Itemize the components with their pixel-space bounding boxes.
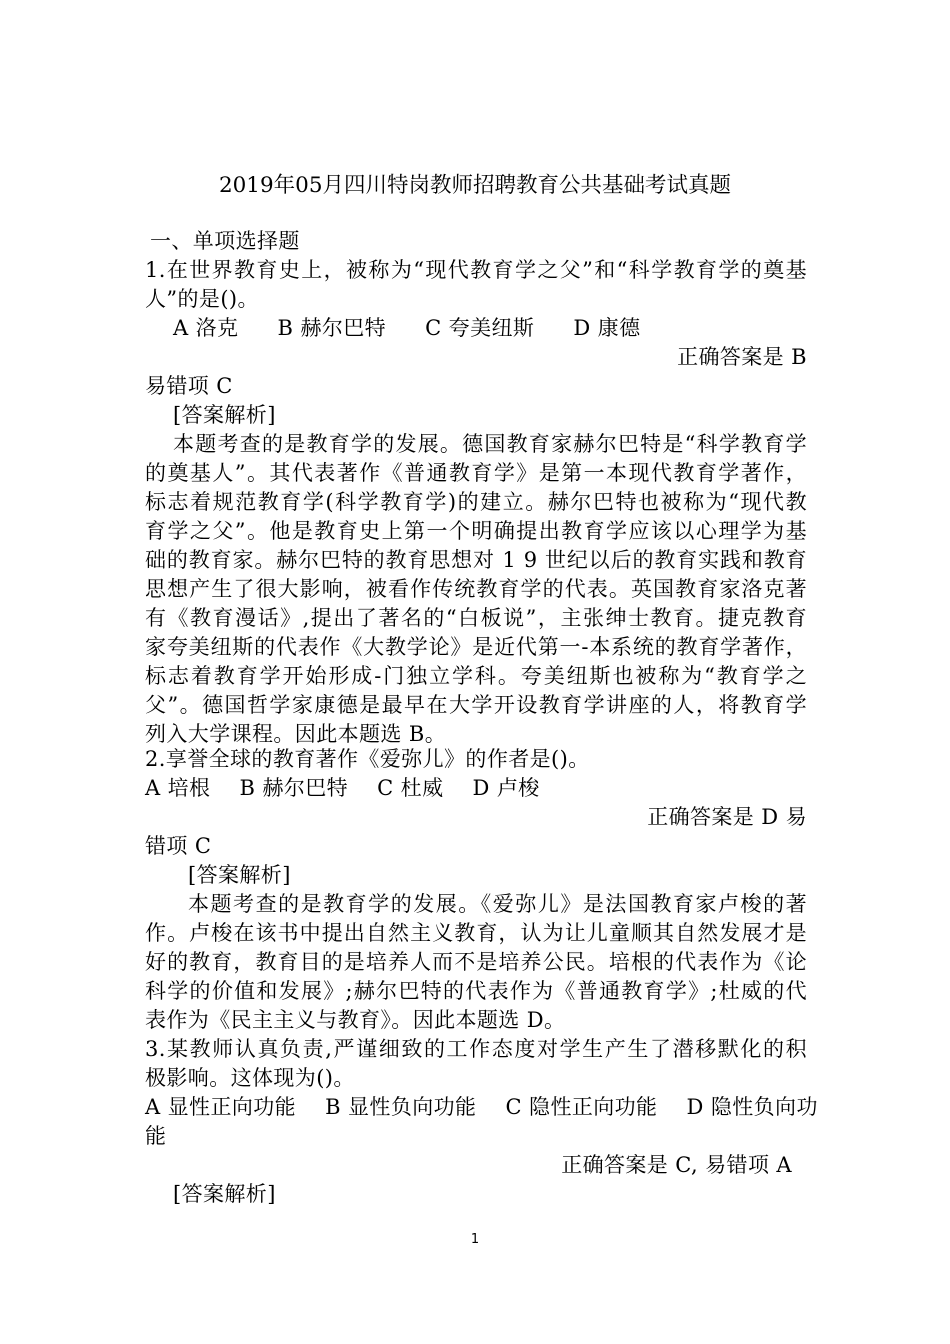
q2-option-d: D 卢梭	[472, 776, 540, 800]
q2-analysis-line: 作。卢梭在该书中提出自然主义教育，认为让儿童顺其自然发展才是	[145, 921, 807, 945]
q1-option-d: D 康德	[573, 316, 641, 340]
q1-analysis-line: 标志着规范教育学(科学教育学)的建立。赫尔巴特也被称为“现代教	[145, 490, 807, 514]
q2-answer: 正确答案是 D 易	[647, 805, 807, 829]
q3-analysis-label: [答案解析]	[173, 1182, 276, 1206]
q1-option-b: B 赫尔巴特	[277, 316, 387, 340]
section-heading: 一、单项选择题	[150, 229, 300, 253]
q1-option-a: A 洛克	[173, 316, 239, 340]
q3-option-continuation: 能	[145, 1124, 167, 1148]
q2-option-b: B 赫尔巴特	[239, 776, 349, 800]
q2-analysis-line: 好的教育，教育目的是培养人而不是培养公民。培根的代表作为《论	[145, 950, 807, 974]
q2-stem: 2.享誉全球的教育著作《爱弥儿》的作者是()。	[145, 747, 590, 771]
q2-option-c: C 杜威	[377, 776, 444, 800]
q1-analysis-line: 育学之父”。他是教育史上第一个明确提出教育学应该以心理学为基	[145, 519, 807, 543]
q1-analysis-line: 的奠基人”。其代表著作《普通教育学》是第一本现代教育学著作，	[145, 461, 807, 485]
q1-analysis-line: 本题考查的是教育学的发展。德国教育家赫尔巴特是“科学教育学	[173, 432, 807, 456]
q1-analysis-label: [答案解析]	[173, 403, 276, 427]
q3-options	[145, 1093, 818, 1122]
q3-stem-line: 3.某教师认真负责,严谨细致的工作态度对学生产生了潜移默化的积	[145, 1037, 807, 1061]
q1-analysis-line: 思想产生了很大影响，被看作传统教育学的代表。英国教育家洛克著	[145, 577, 807, 601]
q1-wrong-option: 易错项 C	[145, 374, 233, 398]
q1-stem-line: 1.在世界教育史上，被称为“现代教育学之父”和“科学教育学的奠基	[145, 258, 807, 282]
q2-analysis-label: [答案解析]	[188, 863, 291, 887]
q3-stem-line: 极影响。这体现为()。	[145, 1066, 355, 1090]
q2-options	[145, 774, 807, 803]
page-number: 1	[470, 1232, 480, 1247]
q1-answer: 正确答案是 B	[677, 345, 807, 369]
q2-wrong-option: 错项 C	[145, 834, 212, 858]
q1-analysis-line: 父”。德国哲学家康德是最早在大学开设教育学讲座的人，将教育学	[145, 693, 807, 717]
q2-analysis-line: 表作为《民主主义与教育》。因此本题选 D。	[145, 1008, 566, 1032]
q1-analysis-line: 有《教育漫话》,提出了著名的“白板说”，主张绅士教育。捷克教育	[145, 606, 807, 630]
q3-option-a: A 显性正向功能	[145, 1095, 297, 1119]
q3-option-c: C 隐性正向功能	[505, 1095, 658, 1119]
q1-analysis-line: 标志着教育学开始形成-门独立学科。夸美纽斯也被称为“教育学之	[145, 664, 807, 688]
q1-stem-line: 人”的是()。	[145, 287, 259, 311]
q1-analysis-line: 列入大学课程。因此本题选 B。	[145, 722, 447, 746]
q1-option-c: C 夸美纽斯	[425, 316, 535, 340]
q3-option-d: D 隐性负向功	[686, 1095, 818, 1119]
q2-option-a: A 培根	[145, 776, 211, 800]
q3-answer: 正确答案是 C, 易错项 A	[561, 1153, 792, 1177]
q1-analysis-line: 家夸美纽斯的代表作《大教学论》是近代第一-本系统的教育学著作，	[145, 635, 807, 659]
document-title: 2019年05月四川特岗教师招聘教育公共基础考试真题	[218, 173, 732, 198]
q1-options	[173, 314, 807, 343]
q3-option-b: B 显性负向功能	[325, 1095, 477, 1119]
q2-analysis-line: 本题考查的是教育学的发展。《爱弥儿》是法国教育家卢梭的著	[188, 892, 807, 916]
q1-analysis-line: 础的教育家。赫尔巴特的教育思想对 1 9 世纪以后的教育实践和教育	[145, 548, 807, 572]
q2-analysis-line: 科学的价值和发展》;赫尔巴特的代表作为《普通教育学》;杜威的代	[145, 979, 807, 1003]
